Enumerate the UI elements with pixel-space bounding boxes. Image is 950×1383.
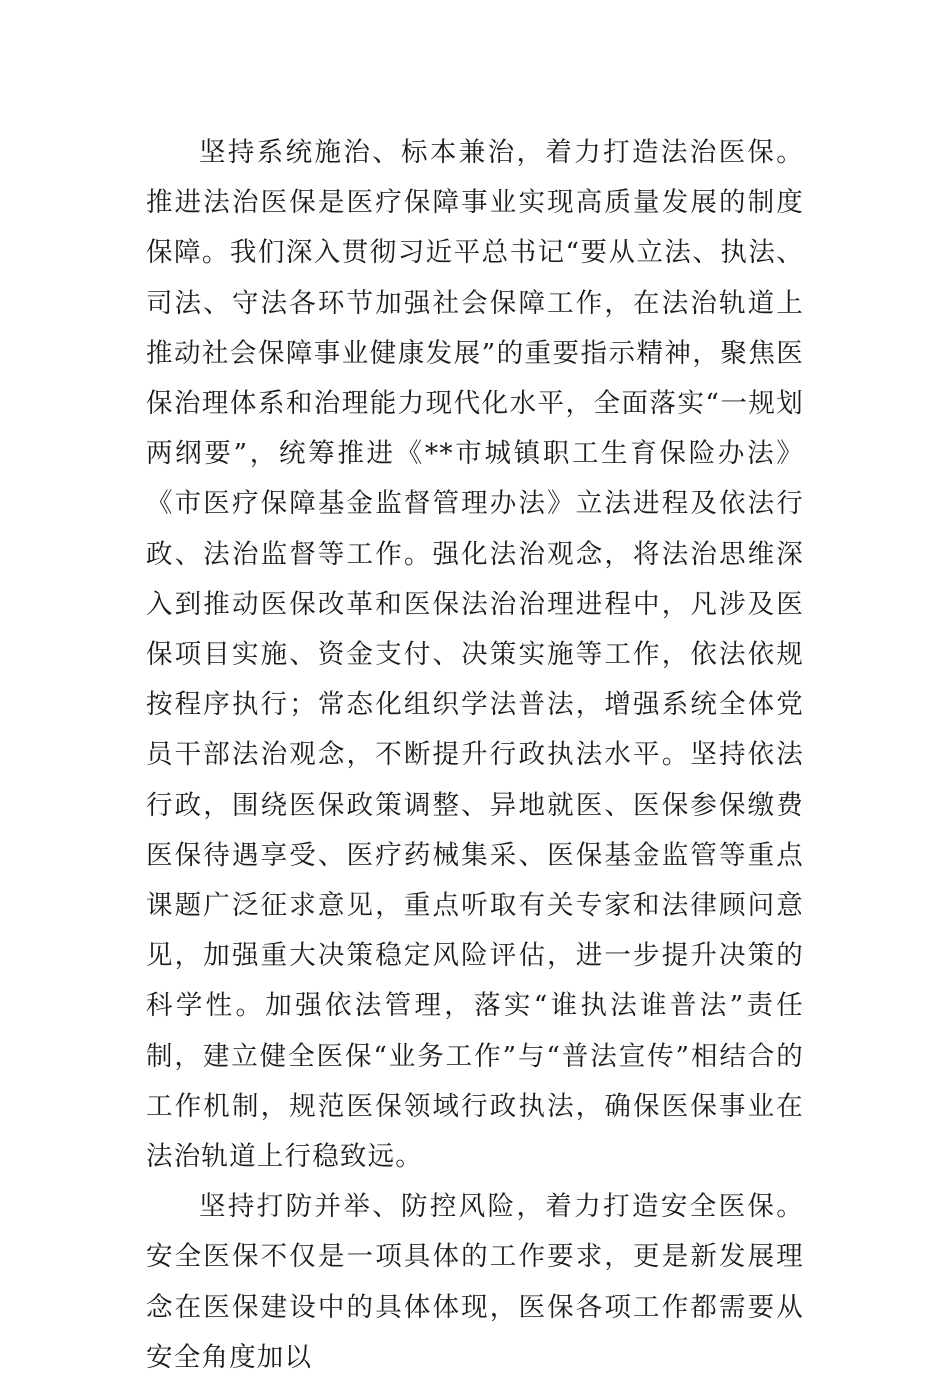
paragraph-safe-medical-insurance: 坚持打防并举、防控风险，着力打造安全医保。安全医保不仅是一项具体的工作要求，更是新发展理念在医保建设中的具体体现，医保各项工作都需要从安全角度加以 (146, 1191, 804, 1373)
document-body (146, 128, 804, 1383)
paragraph-legal-medical-insurance: 坚持系统施治、标本兼治，着力打造法治医保。推进法治医保是医疗保障事业实现高质量发展的制度保障。我们深入贯彻习近平总书记“要从立法、执法、司法、守法各环节加强社会保障工作，在法治轨道上推动社会保障事业健康发展”的重要指示精神，聚焦医保治理体系和治理能力现代化水平，全面落实“一规划两纲要”，统筹推进《**市城镇职工生育保险办法》《市医疗保障基金监督管理办法》立法进程及依法行政、法治监督等工作。强化法治观念，将法治思维深入到推动医保改革和医保法治治理进程中，凡涉及医保项目实施、资金支付、决策实施等工作，依法依规按程序执行；常态化组织学法普法，增强系统全体党员干部法治观念，不断提升行政执法水平。坚持依法行政，围绕医保政策调整、异地就医、医保参保缴费医保待遇享受、医疗药械集采、医保基金监管等重点课题广泛征求意见，重点听取有关专家和法律顾问意见，加强重大决策稳定风险评估，进一步提升决策的科学性。加强依法管理，落实“谁执法谁普法”责任制，建立健全医保“业务工作”与“普法宣传”相结合的工作机制，规范医保领域行政执法，确保医保事业在法治轨道上行稳致远。 (146, 137, 804, 1173)
